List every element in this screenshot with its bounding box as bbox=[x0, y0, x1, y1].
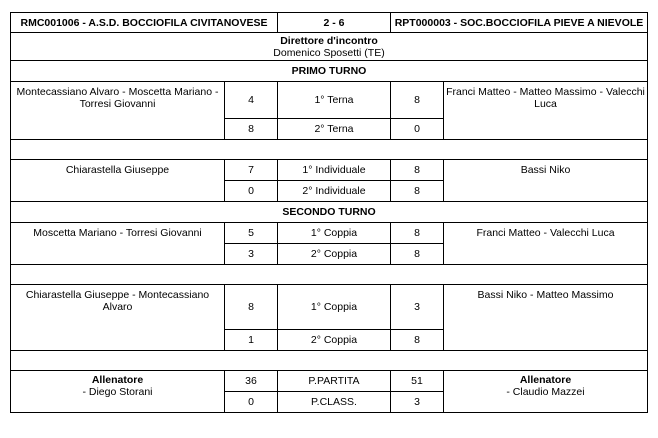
director-name: Domenico Sposetti (TE) bbox=[273, 46, 385, 59]
away-score: 8 bbox=[391, 160, 444, 181]
spacer-cell bbox=[11, 265, 648, 285]
home-score: 8 bbox=[225, 285, 278, 330]
home-coach-label: Allenatore bbox=[91, 374, 144, 386]
away-score: 8 bbox=[391, 181, 444, 202]
home-players: Moscetta Mariano - Torresi Giovanni bbox=[11, 223, 225, 265]
game-label: 1° Coppia bbox=[278, 285, 391, 330]
game-label: 1° Coppia bbox=[278, 223, 391, 244]
spacer-cell bbox=[11, 351, 648, 371]
home-score: 5 bbox=[225, 223, 278, 244]
director-cell bbox=[11, 33, 648, 61]
away-coach-label: Allenatore bbox=[519, 374, 572, 386]
round-row bbox=[11, 61, 648, 82]
away-players: Franci Matteo - Matteo Massimo - Valecchi Luca bbox=[444, 82, 648, 140]
director-row bbox=[11, 33, 648, 61]
away-total: 51 bbox=[391, 371, 444, 392]
home-players: Chiarastella Giuseppe - Montecassiano Alvaro bbox=[11, 285, 225, 351]
game-label: 2° Coppia bbox=[278, 330, 391, 351]
spacer-row bbox=[11, 351, 648, 371]
home-team: RMC001006 - A.S.D. BOCCIOFILA CIVITANOVESE bbox=[11, 13, 278, 33]
away-coach-cell bbox=[444, 371, 648, 413]
away-score: 8 bbox=[391, 244, 444, 265]
home-score: 8 bbox=[225, 119, 278, 140]
away-score: 3 bbox=[391, 285, 444, 330]
away-players: Bassi Niko bbox=[444, 160, 648, 202]
round-title-second: SECONDO TURNO bbox=[11, 202, 648, 223]
home-score: 3 bbox=[225, 244, 278, 265]
away-players: Franci Matteo - Valecchi Luca bbox=[444, 223, 648, 265]
game-label: 2° Individuale bbox=[278, 181, 391, 202]
away-score: 0 bbox=[391, 119, 444, 140]
home-score: 4 bbox=[225, 82, 278, 119]
class-label: P.CLASS. bbox=[278, 392, 391, 413]
game-row bbox=[11, 223, 648, 244]
home-coach-cell bbox=[11, 371, 225, 413]
game-row bbox=[11, 160, 648, 181]
game-label: 1° Individuale bbox=[278, 160, 391, 181]
match-report-table bbox=[10, 12, 648, 413]
spacer-row bbox=[11, 140, 648, 160]
round-row bbox=[11, 202, 648, 223]
game-row bbox=[11, 82, 648, 119]
game-label: 1° Terna bbox=[278, 82, 391, 119]
home-score: 1 bbox=[225, 330, 278, 351]
home-class-points: 0 bbox=[225, 392, 278, 413]
game-label: 2° Coppia bbox=[278, 244, 391, 265]
director-label: Direttore d'incontro bbox=[280, 34, 378, 47]
home-score: 0 bbox=[225, 181, 278, 202]
spacer-cell bbox=[11, 140, 648, 160]
away-team: RPT000003 - SOC.BOCCIOFILA PIEVE A NIEVOLE bbox=[391, 13, 648, 33]
home-coach-name: - Diego Storani bbox=[82, 386, 153, 398]
game-row bbox=[11, 285, 648, 330]
game-label: 2° Terna bbox=[278, 119, 391, 140]
home-total: 36 bbox=[225, 371, 278, 392]
footer-row bbox=[11, 371, 648, 392]
header-row bbox=[11, 13, 648, 33]
total-label: P.PARTITA bbox=[278, 371, 391, 392]
home-players: Chiarastella Giuseppe bbox=[11, 160, 225, 202]
spacer-row bbox=[11, 265, 648, 285]
match-report-sheet bbox=[10, 12, 647, 413]
away-score: 8 bbox=[391, 330, 444, 351]
away-players: Bassi Niko - Matteo Massimo bbox=[444, 285, 648, 351]
home-score: 7 bbox=[225, 160, 278, 181]
away-coach-name: - Claudio Mazzei bbox=[506, 386, 585, 398]
away-score: 8 bbox=[391, 82, 444, 119]
away-score: 8 bbox=[391, 223, 444, 244]
away-class-points: 3 bbox=[391, 392, 444, 413]
round-title-first: PRIMO TURNO bbox=[11, 61, 648, 82]
match-score: 2 - 6 bbox=[278, 13, 391, 33]
home-players: Montecassiano Alvaro - Moscetta Mariano - Torresi Giovanni bbox=[11, 82, 225, 140]
